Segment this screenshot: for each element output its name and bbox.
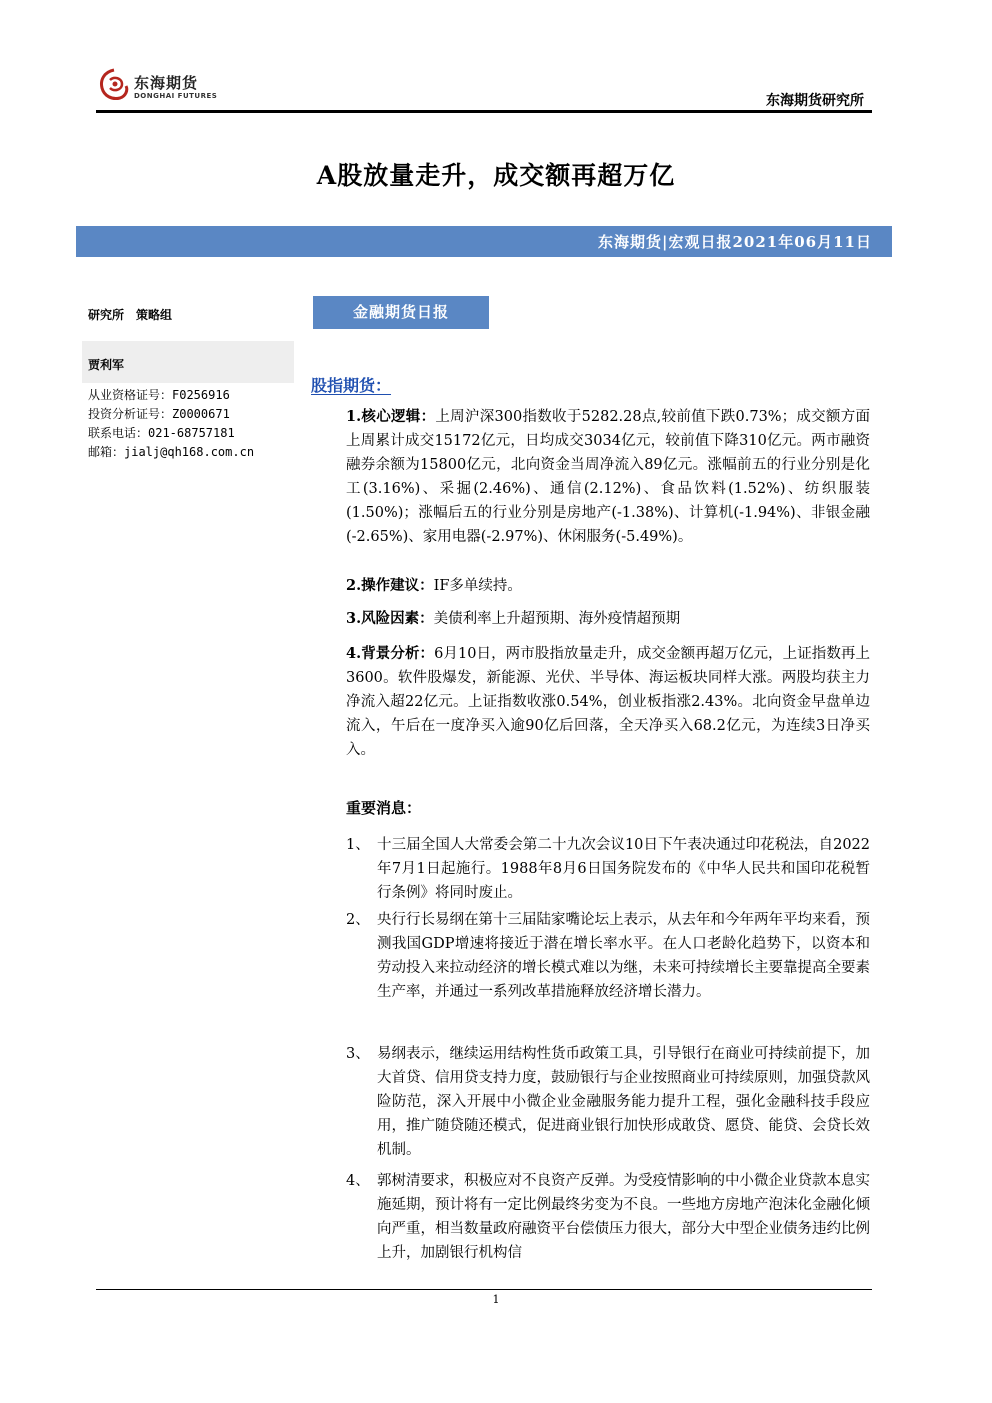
analyst-number: 投资分析证号：Z0000671 bbox=[88, 407, 230, 421]
news-number: 1、 bbox=[346, 837, 370, 853]
point-label: 1.核心逻辑： bbox=[346, 408, 436, 425]
news-item bbox=[346, 1169, 870, 1265]
news-number: 3、 bbox=[346, 1046, 370, 1062]
logo-text-cn: 东海期货 bbox=[134, 74, 199, 92]
news-item bbox=[346, 1042, 870, 1162]
point-text: 上周沪深300指数收于5282.28点,较前值下跌0.73%；成交额方面上周累计成交15172亿元，日均成交3034亿元，较前值下降310亿元。两市融资融券余额为15800亿元，北向资金当周净流入89亿元。涨幅前五的行业分别是化工(3.16%)、采掘(2.46%)、通信(2.12%)、食品饮料(1.52%)、纺织服装(1.50%)；涨幅后五的行业分别是房地产(-1.38%)、计算机(-1.94%)、非银金融(-2.65%)、家用电器(-2.97%)、休闲服务(-5.49%)。 bbox=[346, 409, 871, 545]
point-text: 6月10日，两市股指放量走升，成交金额再超万亿元，上证指数再上3600。软件股爆发，新能源、光伏、半导体、海运板块同样大涨。两股均获主力净流入超22亿元。上证指数收涨0.54%，创业板指涨2.43%。北向资金早盘单边流入，午后在一度净买入逾90亿后回落，全天净买入68.2亿元，为连续3日净买入。 bbox=[346, 646, 870, 758]
news-title: 重要消息： bbox=[346, 799, 422, 817]
footer-divider bbox=[96, 1289, 872, 1290]
report-banner bbox=[76, 226, 892, 257]
header-divider bbox=[96, 110, 872, 113]
email-address: 邮箱：jialj@qh168.com.cn bbox=[88, 445, 255, 459]
point-suggestion bbox=[346, 574, 870, 598]
point-text: IF多单续持。 bbox=[433, 578, 522, 594]
qualification-number: 从业资格证号：F0256916 bbox=[88, 388, 230, 402]
page-number: 1 bbox=[492, 1293, 500, 1306]
news-number: 2、 bbox=[346, 912, 370, 928]
news-text: 郭树清要求，积极应对不良资产反弹。为受疫情影响的中小微企业贷款本息实施延期，预计将有一定比例最终劣变为不良。一些地方房地产泡沫化金融化倾向严重，相当数量政府融资平台偿债压力很大，部分大中型企业债务违约比例上升，加剧银行机构信 bbox=[377, 1173, 870, 1261]
document-title: A股放量走升，成交额再超万亿 bbox=[316, 161, 676, 190]
point-text: 美债利率上升超预期、海外疫情超预期 bbox=[433, 611, 681, 627]
contact-info bbox=[88, 386, 254, 462]
phone-number: 联系电话：021-68757181 bbox=[88, 426, 235, 440]
point-background bbox=[346, 642, 870, 762]
point-label: 3.风险因素： bbox=[346, 610, 434, 627]
author-name: 贾利军 bbox=[88, 358, 125, 372]
report-category-tab: 金融期货日报 bbox=[313, 296, 489, 329]
logo-text-en: DONGHAI FUTURES bbox=[134, 92, 218, 100]
author-sidebar bbox=[88, 306, 300, 459]
news-item bbox=[346, 908, 870, 1004]
news-text: 易纲表示，继续运用结构性货币政策工具，引导银行在商业可持续前提下，加大首贷、信用贷支持力度，鼓励银行与企业按照商业可持续原则，加强贷款风险防范，深入开展中小微企业金融服务能力提升工程，强化金融科技手段应用，推广随贷随还模式，促进商业银行加快形成敢贷、愿贷、能贷、会贷长效机制。 bbox=[377, 1046, 870, 1158]
section-title: 股指期货： bbox=[311, 376, 392, 395]
point-label: 4.背景分析： bbox=[346, 645, 435, 662]
dragon-logo-icon bbox=[96, 66, 132, 106]
point-label: 2.操作建议： bbox=[346, 577, 434, 594]
news-text: 央行行长易纲在第十三届陆家嘴论坛上表示，从去年和今年两年平均来看，预测我国GDP增速将接近于潜在增长率水平。在人口老龄化趋势下，以资本和劳动投入来拉动经济的增长模式难以为继，未来可持续增长主要靠提高全要素生产率，并通过一系列改革措施释放经济增长潜力。 bbox=[377, 912, 870, 1000]
point-core-logic bbox=[346, 405, 870, 549]
institute-name: 东海期货研究所 bbox=[766, 93, 864, 109]
team-label: 研究所 策略组 bbox=[88, 308, 173, 322]
news-item bbox=[346, 833, 870, 905]
news-number: 4、 bbox=[346, 1173, 370, 1189]
news-text: 十三届全国人大常委会第二十九次会议10日下午表决通过印花税法，自2022年7月1日起施行。1988年8月6日国务院发布的《中华人民共和国印花税暂行条例》将同时废止。 bbox=[377, 837, 870, 901]
company-logo bbox=[96, 66, 236, 108]
point-risk bbox=[346, 607, 870, 631]
report-banner-text: 东海期货|宏观日报2021年06月11日 bbox=[598, 233, 872, 251]
